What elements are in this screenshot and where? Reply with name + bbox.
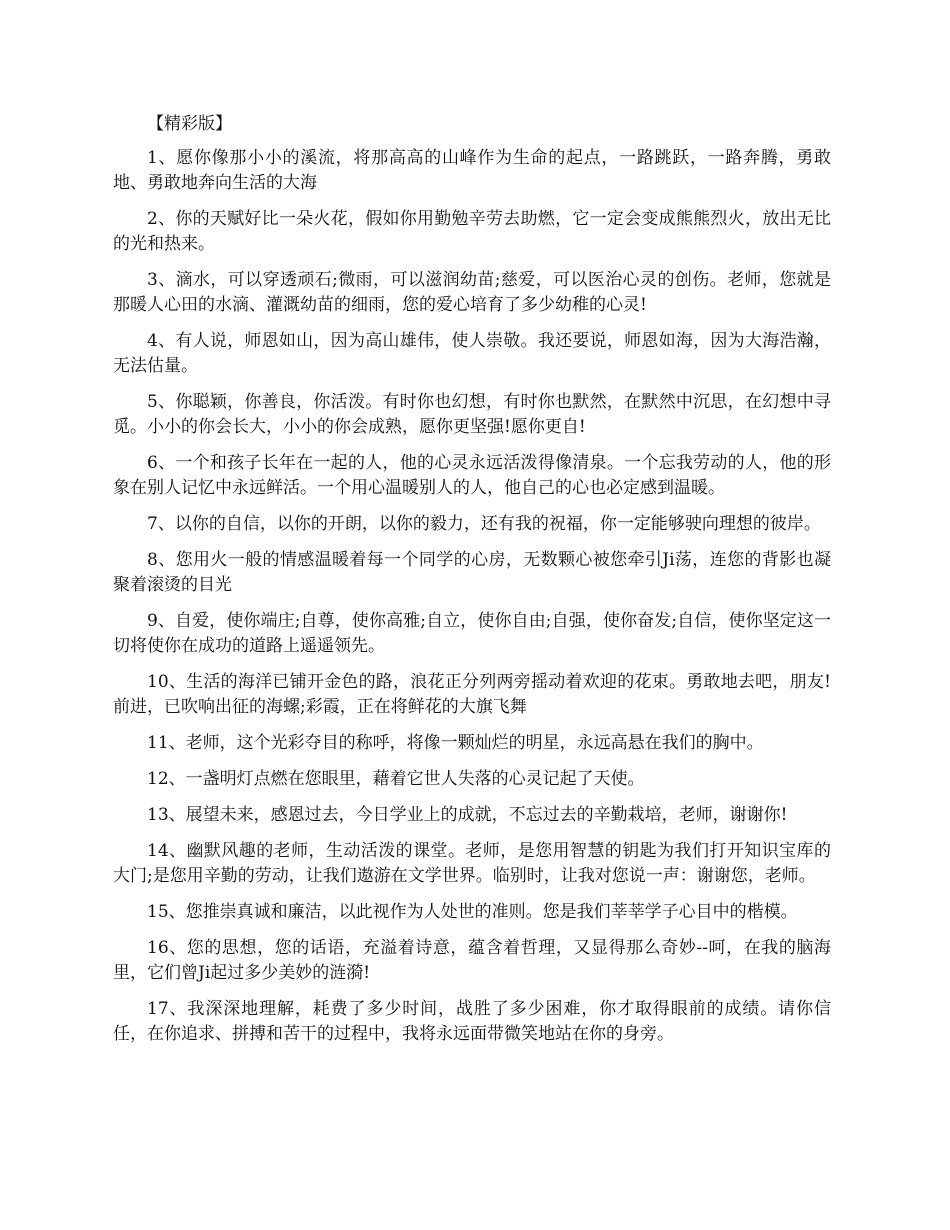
paragraph-6: 6、一个和孩子长年在一起的人，他的心灵永远活泼得像清泉。一个忘我劳动的人，他的形象在别人记忆中永远鲜活。一个用心温暖别人的人，他自己的心也必定感到温暖。 bbox=[113, 453, 831, 498]
paragraph-12: 12、一盏明灯点燃在您眼里，藉着它世人失落的心灵记起了天使。 bbox=[147, 769, 645, 789]
paragraph-2: 2、你的天赋好比一朵火花，假如你用勤勉辛劳去助燃，它一定会变成熊熊烈火，放出无比的光和热来。 bbox=[113, 209, 831, 254]
paragraph-7: 7、以你的自信，以你的开朗，以你的毅力，还有我的祝福，你一定能够驶向理想的彼岸。 bbox=[147, 514, 821, 534]
paragraph-4: 4、有人说，师恩如山，因为高山雄伟，使人崇敬。我还要说，师恩如海，因为大海浩瀚，无法估量。 bbox=[113, 331, 831, 376]
paragraph-15: 15、您推崇真诚和廉洁，以此视作为人处世的准则。您是我们莘莘学子心目中的楷模。 bbox=[147, 902, 798, 922]
paragraph-13: 13、展望未来，感恩过去，今日学业上的成就，不忘过去的辛勤栽培，老师，谢谢你! bbox=[147, 805, 788, 825]
paragraph-16: 16、您的思想，您的话语，充溢着诗意，蕴含着哲理，又显得那么奇妙--呵，在我的脑海里，它们曾Ji起过多少美妙的涟漪! bbox=[113, 938, 831, 983]
paragraph-10: 10、生活的海洋已铺开金色的路，浪花正分列两旁摇动着欢迎的花束。勇敢地去吧，朋友!前进，已吹响出征的海螺;彩霞，正在将鲜花的大旗飞舞 bbox=[113, 672, 831, 717]
paragraph-5: 5、你聪颖，你善良，你活泼。有时你也幻想，有时你也默然，在默然中沉思，在幻想中寻觅。小小的你会长大，小小的你会成熟，愿你更坚强!愿你更自! bbox=[113, 392, 831, 437]
paragraph-17: 17、我深深地理解，耗费了多少时间，战胜了多少困难，你才取得眼前的成绩。请你信任，在你追求、拼搏和苦干的过程中，我将永远面带微笑地站在你的身旁。 bbox=[113, 999, 831, 1044]
paragraph-9: 9、自爱，使你端庄;自尊，使你高雅;自立，使你自由;自强，使你奋发;自信，使你坚定这一切将使你在成功的道路上遥遥领先。 bbox=[113, 611, 831, 656]
paragraph-8: 8、您用火一般的情感温暖着每一个同学的心房，无数颗心被您牵引Ji荡，连您的背影也凝聚着滚烫的目光 bbox=[113, 550, 831, 595]
paragraph-14: 14、幽默风趣的老师，生动活泼的课堂。老师，是您用智慧的钥匙为我们打开知识宝库的大门;是您用辛勤的劳动，让我们遨游在文学世界。临别时，让我对您说一声：谢谢您，老师。 bbox=[113, 841, 831, 886]
section-heading: 【精彩版】 bbox=[147, 114, 232, 134]
paragraph-3: 3、滴水，可以穿透顽石;微雨，可以滋润幼苗;慈爱，可以医治心灵的创伤。老师，您就是那暖人心田的水滴、灌溉幼苗的细雨，您的爱心培育了多少幼稚的心灵! bbox=[113, 270, 831, 315]
paragraph-1: 1、愿你像那小小的溪流，将那高高的山峰作为生命的起点，一路跳跃，一路奔腾，勇敢地、勇敢地奔向生活的大海 bbox=[113, 148, 831, 193]
document-body bbox=[113, 112, 831, 1058]
paragraph-11: 11、老师，这个光彩夺目的称呼，将像一颗灿烂的明星，永远高悬在我们的胸中。 bbox=[147, 733, 764, 753]
